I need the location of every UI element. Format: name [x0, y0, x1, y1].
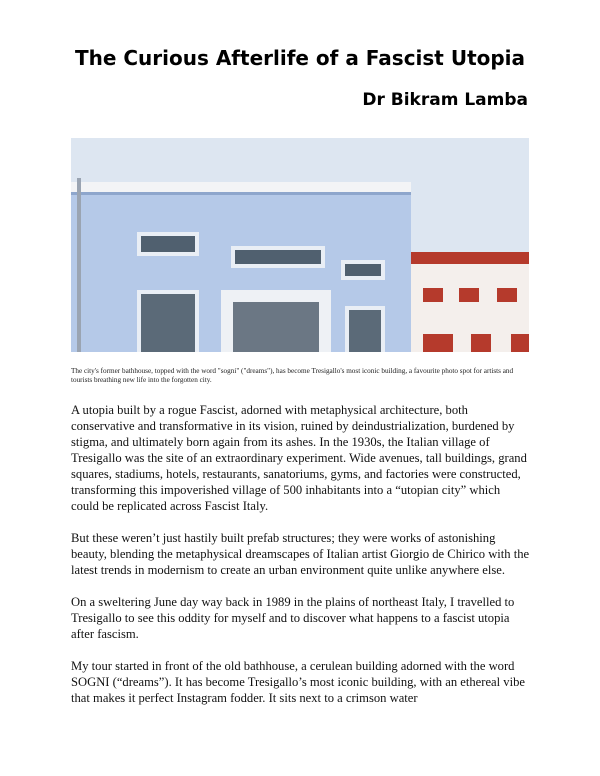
photo-caption: The city's former bathhouse, topped with the word "sogni" ("dreams"), has become Tresigallo's most iconic building, a favourite photo spot for artists and tourists breathing new life into the forgotten city. — [71, 367, 514, 384]
article-title: The Curious Afterlife of a Fascist Utopia — [74, 46, 526, 70]
article-body — [71, 402, 531, 722]
paragraph: But these weren’t just hastily built prefab structures; they were works of astonishing beauty, blending the metaphysical dreamscapes of Italian artist Giorgio de Chirico with the latest trends in modernism to create an urban environment quite unlike anywhere else. — [71, 531, 530, 577]
article-author: Dr Bikram Lamba — [362, 90, 528, 110]
paragraph: A utopia built by a rogue Fascist, adorned with metaphysical architecture, both conservative and transformative in its vision, ruined by deindustrialization, burdened by stigma, and ultimately born again from its ashes. In the 1930s, the Italian village of Tresigallo was the site of an extraordinary experiment. Wide avenues, tall buildings, grand squares, stadiums, hotels, restaurants, sanatoriums, gyms, and factories were constructed, transforming this impoverished village of 500 inhabitants into a “utopian city” which could be replicated across Fascist Italy. — [71, 403, 527, 513]
paragraph: My tour started in front of the old bathhouse, a cerulean building adorned with the word SOGNI (“dreams”). It has become Tresigallo’s most iconic building, with an ethereal vibe that makes it perfect Instagram fodder. It sits next to a crimson water — [71, 659, 525, 705]
paragraph: On a sweltering June day way back in 1989 in the plains of northeast Italy, I travelled to Tresigallo to see this oddity for myself and to discover what happens to a fascist utopia after fascism. — [71, 595, 515, 641]
bathhouse-photo — [71, 138, 529, 352]
